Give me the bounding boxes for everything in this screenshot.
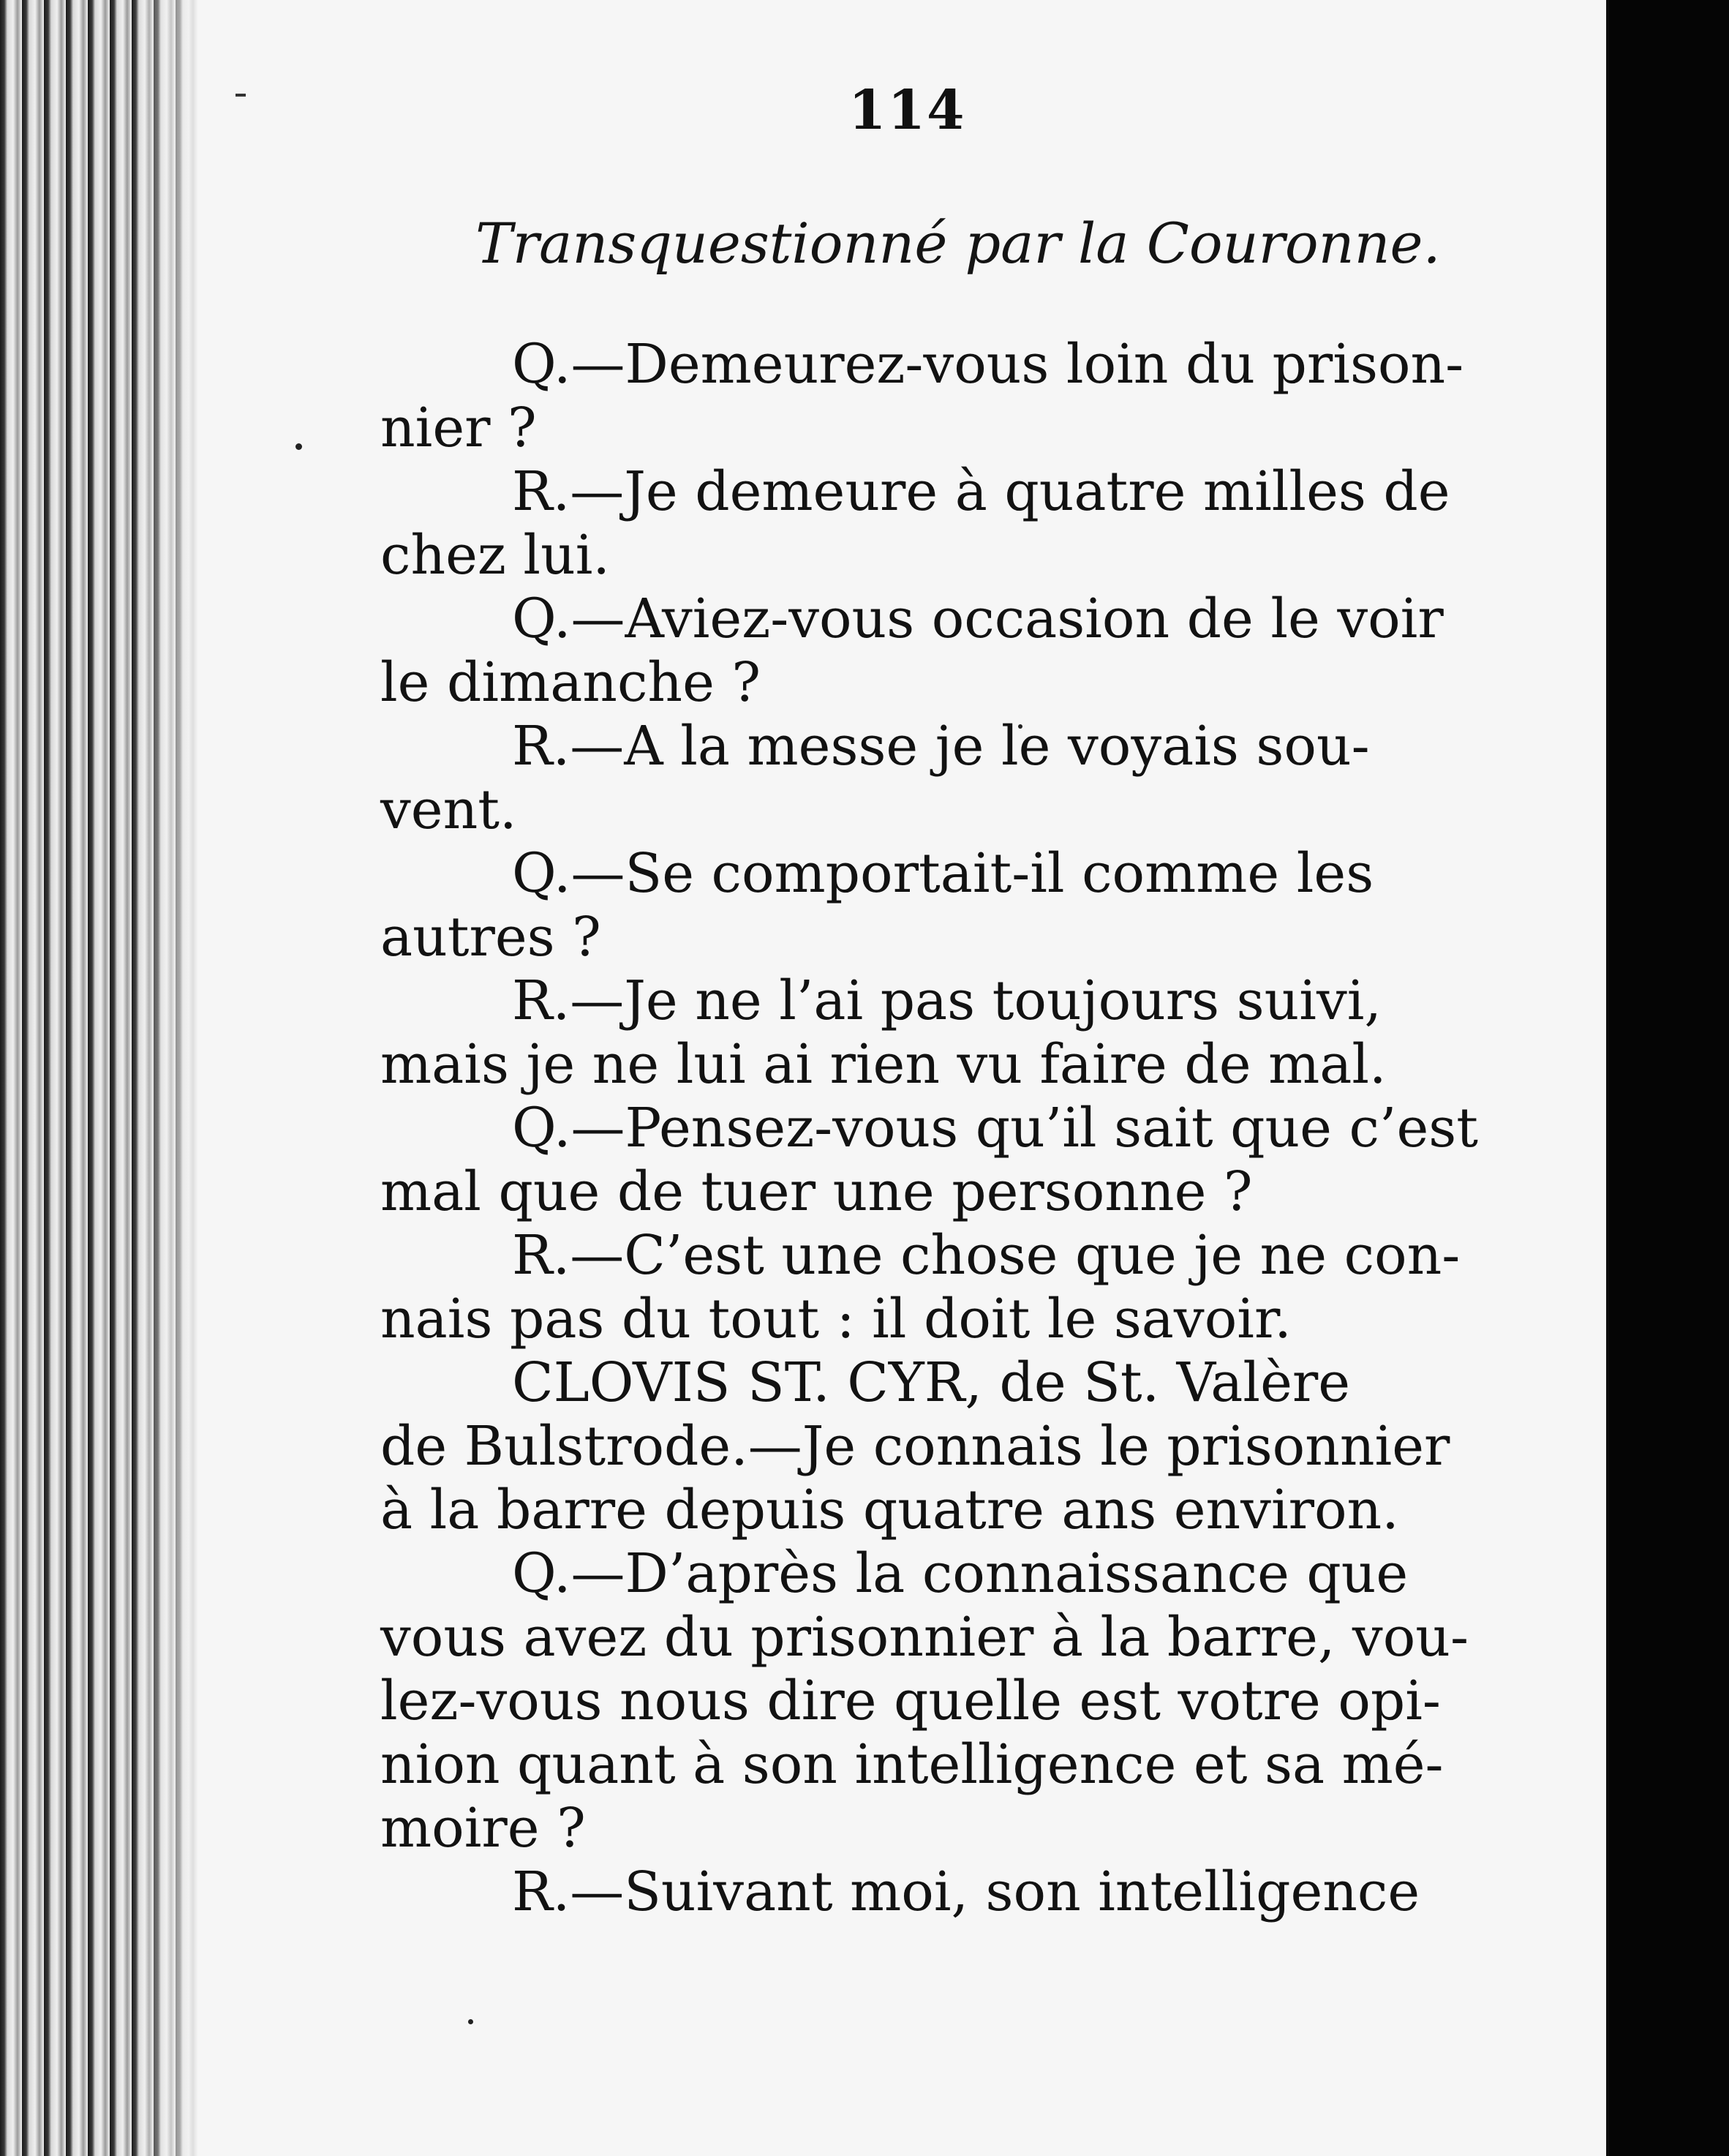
witness-name-line: CLOVIS ST. CYR, de St. Valère xyxy=(512,1351,1351,1414)
text-line: Q.—D’après la connaissance que xyxy=(512,1542,1409,1605)
text-line: R.—C’est une chose que je ne con- xyxy=(512,1224,1461,1287)
text-line: autres ? xyxy=(380,906,601,969)
text-line: R.—Je demeure à quatre milles de xyxy=(512,460,1450,523)
text-line: Q.—Pensez-vous qu’il sait que c’est xyxy=(512,1097,1478,1160)
text-line: nion quant à son intelligence et sa mé- xyxy=(380,1733,1444,1796)
page-number: 114 xyxy=(848,79,966,142)
right-border xyxy=(1609,0,1729,2156)
scan-speck xyxy=(468,2019,473,2024)
section-title: Transquestionné par la Couronne. xyxy=(475,211,1441,276)
text-line: le dimanche ? xyxy=(380,651,761,714)
text-line: chez lui. xyxy=(380,524,610,587)
text-line: à la barre depuis quatre ans environ. xyxy=(380,1479,1399,1541)
text-line: lez-vous nous dire quelle est votre opi- xyxy=(380,1669,1441,1732)
scan-speck xyxy=(295,443,302,450)
text-line: de Bulstrode.—Je connais le prisonnier xyxy=(380,1415,1450,1478)
text-line: vent. xyxy=(380,778,517,841)
text-line: R.—Je ne l’ai pas toujours suivi, xyxy=(512,969,1382,1032)
text-line: moire ? xyxy=(380,1797,586,1860)
text-line: Q.—Demeurez-vous loin du prison- xyxy=(512,333,1464,396)
text-line: Q.—Aviez-vous occasion de le voir xyxy=(512,587,1444,650)
text-line: Q.—Se comportait-il comme les xyxy=(512,842,1374,905)
text-line: R.—A la messe je le voyais sou- xyxy=(512,715,1370,778)
scan-mark xyxy=(236,94,246,97)
text-line: vous avez du prisonnier à la barre, vou- xyxy=(380,1606,1469,1669)
text-line: nais pas du tout : il doit le savoir. xyxy=(380,1288,1292,1351)
text-line: mal que de tuer une personne ? xyxy=(380,1160,1253,1223)
text-line: mais je ne lui ai rien vu faire de mal. xyxy=(380,1033,1387,1096)
text-line: R.—Suivant moi, son intelligence xyxy=(512,1860,1420,1923)
body-text xyxy=(380,333,1492,1924)
text-line: nier ? xyxy=(380,397,537,459)
